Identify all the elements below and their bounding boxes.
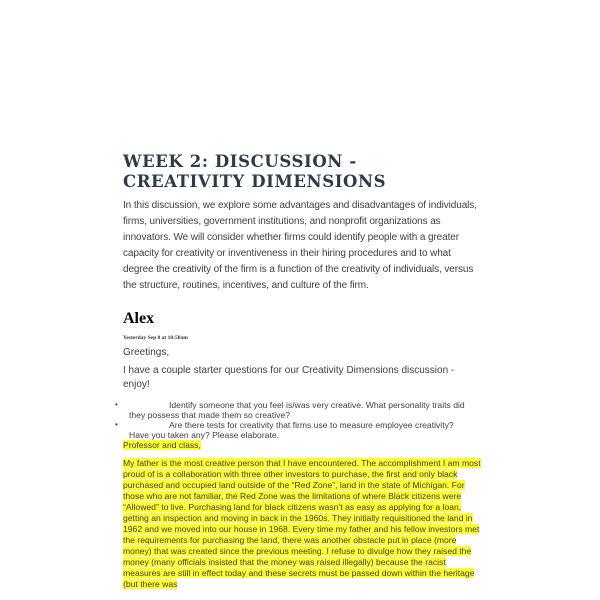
question-text: Are there tests for creativity that firms use to measure employee creativity? Have you taken any? Please elaborate. [129,420,454,440]
question-list [115,400,475,440]
post-greeting: Greetings, [123,347,170,358]
post-author: Alex [123,310,155,327]
list-item [115,420,475,440]
discussion-intro: In this discussion, we explore some advantages and disadvantages of individuals, firms, universities, government institutions, and nonprofit organizations as innovators. We will consider whether firms could identify people with a greater capacity for creativity or inventiveness in their hiring procedures and to what degree the creativity of the firm is a function of the creativity of individuals, versus the structure, routines, incentives, and culture of the firm. [123,200,477,291]
post-intro-line: I have a couple starter questions for our Creativity Dimensions discussion - enjoy! [123,365,455,390]
post-timestamp: Yesterday Sep 8 at 10:50am [123,335,188,341]
reply [123,440,483,590]
reply-salutation: Professor and class, [123,440,201,450]
page-title: WEEK 2: DISCUSSION - CREATIVITY DIMENSIONS [123,152,387,191]
reply-body: My father is the most creative person that I have encountered. The accomplishment I am most proud of is a collaboration with three other investors to purchase, the first and only black purchased and occupied land outside of the “Red Zone”, land in the state of Michigan. For those who are not familiar, the Red Zone was the limitations of where Black citizens were “Allowed” to live. Purchasing land for black citizens wasn’t as easy as applying for a loan, getting an inspection and moving in back in the 1960s. They initially requisitioned the land in 1962 and we moved into our house in 1968. Every time my father and his fellow investors met the requirements for purchasing the land, there was another obstacle put in place (more money) that was created since the previous meeting. I refuse to divulge how they raised the money (many officials insisted that the money was raised illegally) because the racist measures are still in effect today and these secrets must be passed down within the heritage (but there was [123,458,481,589]
list-item [115,400,475,420]
bullet-icon: • [115,400,118,409]
bullet-icon: • [115,420,118,429]
question-text: Identify someone that you feel is/was very creative. What personality traits did they possess that made them so creative? [129,400,465,420]
post [115,310,483,440]
discussion-page [115,152,483,590]
